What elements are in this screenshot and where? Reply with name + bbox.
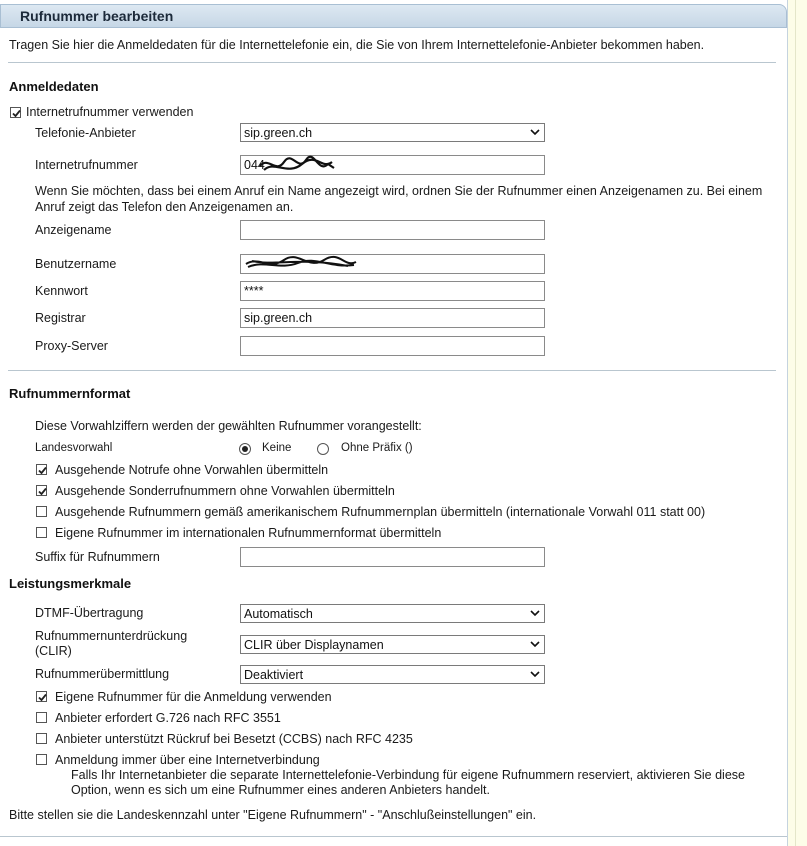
registrar-input[interactable] bbox=[240, 308, 545, 328]
username-label: Benutzername bbox=[35, 257, 117, 271]
password-input[interactable] bbox=[240, 281, 545, 301]
g726-label: Anbieter erfordert G.726 nach RFC 3551 bbox=[55, 711, 281, 725]
use-internet-number-checkbox[interactable] bbox=[10, 107, 21, 118]
internet-number-value: 044 bbox=[244, 158, 265, 172]
dtmf-select-value: Automatisch bbox=[244, 607, 313, 621]
dtmf-select[interactable] bbox=[240, 604, 545, 623]
always-internet-checkbox[interactable] bbox=[36, 754, 47, 765]
suffix-input[interactable] bbox=[240, 547, 545, 567]
radio-no-prefix[interactable] bbox=[317, 443, 329, 455]
g726-checkbox[interactable] bbox=[36, 712, 47, 723]
registrar-value: sip.green.ch bbox=[244, 311, 313, 325]
ccbs-label: Anbieter unterstützt Rückruf bei Besetzt (CCBS) nach RFC 4235 bbox=[55, 732, 413, 746]
clir-label: Rufnummernunterdrückung bbox=[35, 629, 188, 643]
international-format-label: Eigene Rufnummer im internationalen Rufnummernformat übermitteln bbox=[55, 526, 442, 540]
clip-select-value: Deaktiviert bbox=[244, 668, 304, 682]
checkmark-icon bbox=[37, 692, 48, 703]
section-format-heading: Rufnummernformat bbox=[9, 386, 131, 401]
divider bbox=[8, 62, 776, 63]
chevron-down-icon bbox=[530, 669, 540, 679]
display-name-hint: Wenn Sie möchten, dass bei einem Anruf ein Name angezeigt wird, ordnen Sie der Rufnummer einen Anzeigenamen zu. Bei einem Anruf zeigt das Telefon den Anzeigenamen an. bbox=[35, 184, 763, 214]
panel-title: Rufnummer bearbeiten bbox=[20, 8, 174, 24]
prefix-hint: Diese Vorwahlziffern werden der gewählten Rufnummer vorangestellt: bbox=[35, 419, 422, 433]
ccbs-checkbox[interactable] bbox=[36, 733, 47, 744]
display-name-input[interactable] bbox=[240, 220, 545, 240]
international-format-checkbox[interactable] bbox=[36, 527, 47, 538]
display-name-label: Anzeigename bbox=[35, 223, 112, 237]
use-internet-number-label: Internetrufnummer verwenden bbox=[26, 105, 194, 119]
provider-select-value: sip.green.ch bbox=[244, 126, 313, 140]
emergency-no-prefix-checkbox[interactable] bbox=[36, 464, 47, 475]
footer-note: Bitte stellen sie die Landeskennzahl unter "Eigene Rufnummern" - "Anschlußeinstellungen" ein. bbox=[9, 808, 537, 822]
special-no-prefix-label: Ausgehende Sonderrufnummern ohne Vorwahlen übermitteln bbox=[55, 484, 395, 498]
background-strip bbox=[788, 0, 807, 846]
country-code-label: Landesvorwahl bbox=[35, 442, 113, 454]
section-features-heading: Leistungsmerkmale bbox=[9, 576, 132, 591]
always-internet-hint: Falls Ihr Internetanbieter die separate Internettelefonie-Verbindung für eigene Rufnummern reserviert, aktivieren Sie diese Option, wenn es sich um eine Rufnummer eines anderen Anbieters handelt. bbox=[71, 768, 745, 797]
own-number-login-label: Eigene Rufnummer für die Anmeldung verwenden bbox=[55, 690, 332, 704]
american-plan-label: Ausgehende Rufnummern gemäß amerikanischem Rufnummernplan übermitteln (internationale Vorwahl 011 statt 00) bbox=[55, 505, 706, 519]
password-label: Kennwort bbox=[35, 284, 88, 298]
clip-select[interactable] bbox=[240, 665, 545, 684]
radio-none[interactable] bbox=[239, 443, 251, 455]
always-internet-label: Anmeldung immer über eine Internetverbindung bbox=[55, 753, 320, 767]
checkmark-icon bbox=[37, 486, 48, 497]
suffix-label: Suffix für Rufnummern bbox=[35, 550, 160, 564]
clir-label-line2: (CLIR) bbox=[35, 644, 72, 658]
chevron-down-icon bbox=[530, 608, 540, 618]
username-input[interactable] bbox=[240, 254, 545, 274]
provider-label: Telefonie-Anbieter bbox=[35, 126, 136, 140]
intro-text: Tragen Sie hier die Anmeldedaten für die Internettelefonie ein, die Sie von Ihrem Internettelefonie-Anbieter bekommen haben. bbox=[9, 38, 705, 52]
clir-select-value: CLIR über Displaynamen bbox=[244, 638, 384, 652]
emergency-no-prefix-label: Ausgehende Notrufe ohne Vorwahlen übermitteln bbox=[55, 463, 329, 477]
password-value: **** bbox=[244, 284, 264, 298]
clip-label: Rufnummerübermittlung bbox=[35, 667, 170, 681]
checkmark-icon bbox=[37, 465, 48, 476]
special-no-prefix-checkbox[interactable] bbox=[36, 485, 47, 496]
provider-select[interactable] bbox=[240, 123, 545, 142]
internet-number-input[interactable] bbox=[240, 155, 545, 175]
registrar-label: Registrar bbox=[35, 311, 86, 325]
chevron-down-icon bbox=[530, 127, 540, 137]
dtmf-label: DTMF-Übertragung bbox=[35, 606, 144, 620]
internet-number-label: Internetrufnummer bbox=[35, 158, 138, 172]
panel-titlebar bbox=[0, 4, 787, 28]
american-plan-checkbox[interactable] bbox=[36, 506, 47, 517]
proxy-label: Proxy-Server bbox=[35, 339, 108, 353]
checkmark-icon bbox=[11, 108, 22, 119]
divider bbox=[8, 370, 776, 371]
section-anmeldedaten-heading: Anmeldedaten bbox=[9, 79, 99, 94]
own-number-login-checkbox[interactable] bbox=[36, 691, 47, 702]
chevron-down-icon bbox=[530, 639, 540, 649]
proxy-input[interactable] bbox=[240, 336, 545, 356]
divider bbox=[0, 836, 787, 837]
clir-select[interactable] bbox=[240, 635, 545, 654]
radio-none-label: Keine bbox=[262, 442, 292, 454]
radio-no-prefix-label: Ohne Präfix () bbox=[341, 442, 413, 454]
